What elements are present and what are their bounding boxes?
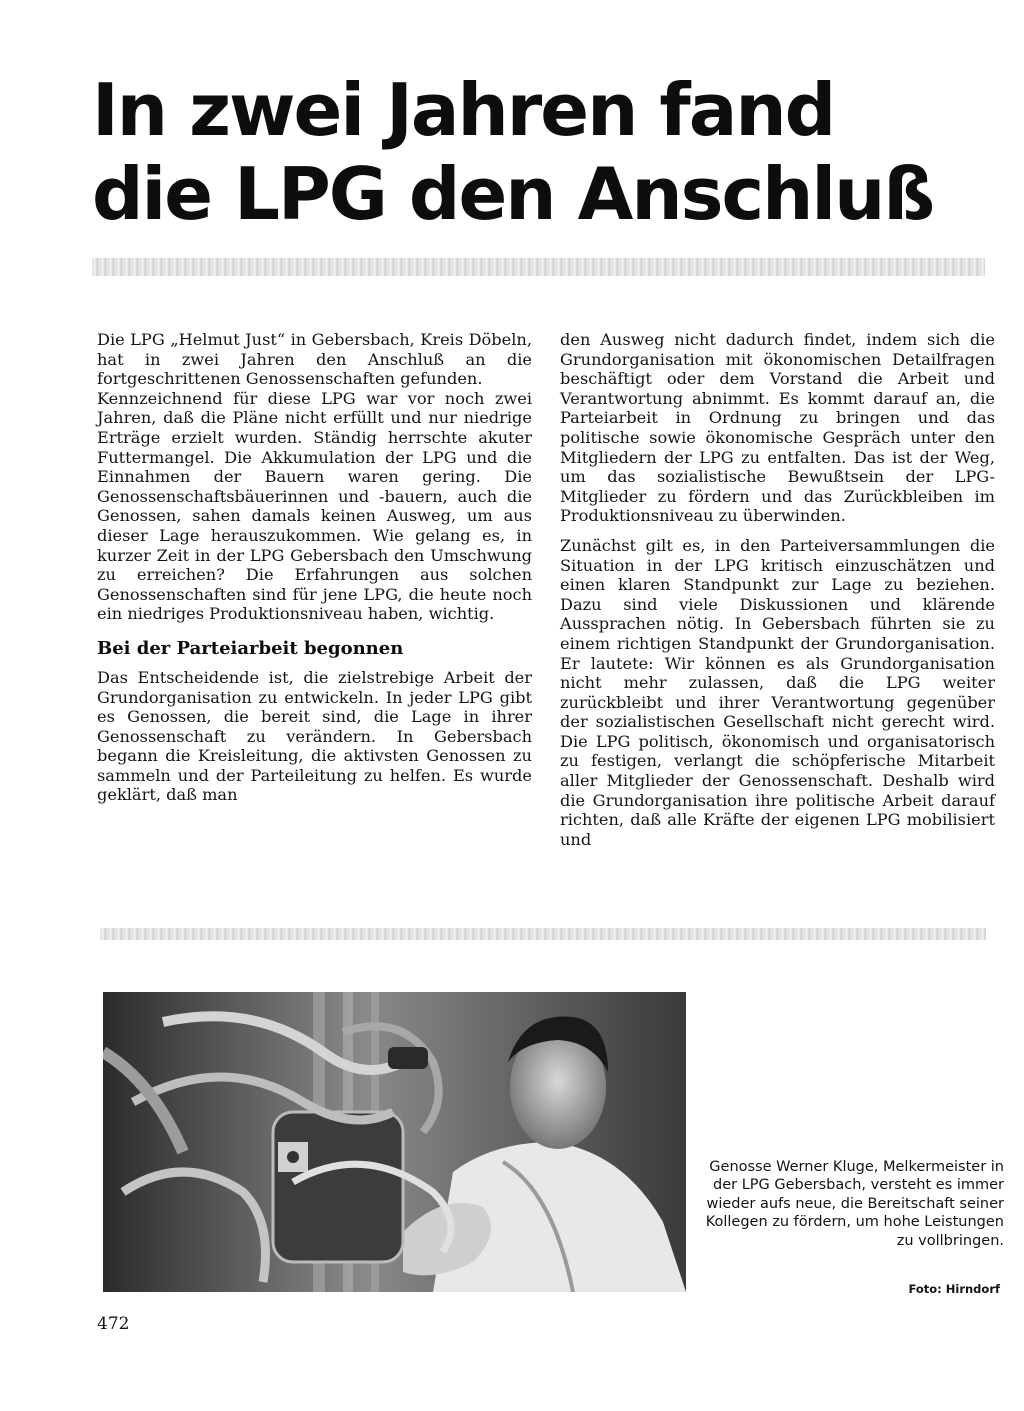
paragraph-continuation: den Ausweg nicht dadurch findet, indem sich die Grundorganisation mit ökonomischen Detailfragen beschäftigt oder dem Vorstand die Arbeit und Verantwortung abnimmt. Es kommt darauf an, die Parteiarbeit in Ordnung zu bringen und das politische sowie ökonomische Gespräch unter den Mitgliedern der LPG zu entfalten. Das ist der Weg, um das sozialistische Bewußtsein der LPG-Mitglieder zu fördern und das Zurückbleiben im Produktionsniveau zu überwinden.	[560, 330, 995, 526]
text-column-right	[560, 330, 995, 849]
paragraph-party-work: Das Entscheidende ist, die zielstrebige Arbeit der Grundorganisation zu entwickeln. In jeder LPG gibt es Genossen, die bereit sind, die Lage in ihrer Genossenschaft zu verändern. In Gebersbach begann die Kreisleitung, die aktivsten Genossen zu sammeln und der Parteileitung zu helfen. Es wurde geklärt, daß man	[97, 667, 532, 805]
page-number: 472	[97, 1314, 130, 1334]
decorative-rule-top	[92, 258, 985, 276]
paragraph-situation: Kennzeichnend für diese LPG war vor noch zwei Jahren, daß die Pläne nicht erfüllt und nur niedrige Erträge erzielt wurden. Ständig herrschte akuter Futtermangel. Die Akkumulation der LPG und die Einnahmen der Bauern waren gering. Die Genossenschaftsbäuerinnen und -bauern, auch die Genossen, sahen damals keinen Ausweg, um aus dieser Lage herauszukommen. Wie gelang es, in kurzer Zeit in der LPG Gebersbach den Umschwung zu erreichen? Die Erfahrungen aus solchen Genossenschaften sind für jene LPG, die heute noch ein niedriges Produktionsniveau haben, wichtig.	[97, 388, 532, 624]
paragraph-intro: Die LPG „Helmut Just“ in Gebersbach, Kreis Döbeln, hat in zwei Jahren den Anschluß an die fortgeschrittenen Genossenschaften gefunden.	[97, 330, 532, 389]
section-subheading: Bei der Parteiarbeit begonnen	[97, 637, 404, 659]
photo-milker-illustration	[103, 992, 686, 1292]
article-headline	[92, 68, 992, 236]
article-photo	[103, 992, 686, 1292]
decorative-rule-bottom	[100, 928, 986, 940]
photo-caption: Genosse Werner Kluge, Melkermeister in der LPG Gebersbach, versteht es immer wieder aufs neue, die Bereitschaft seiner Kollegen zu fördern, um hohe Leistungen zu vollbringen.	[705, 1159, 1004, 1249]
text-column-left	[97, 330, 532, 805]
photo-credit: Foto: Hirndorf	[908, 1282, 1000, 1296]
headline-line-2: die LPG den Anschluß	[92, 152, 934, 236]
headline-line-1: In zwei Jahren fand	[92, 68, 835, 152]
paragraph-assessment: Zunächst gilt es, in den Parteiversammlungen die Situation in der LPG kritisch einzuschätzen und einen klaren Standpunkt zur Lage zu beziehen. Dazu sind viele Diskussionen und klärende Aussprachen nötig. In Gebersbach führten sie zu einem richtigen Standpunkt der Grundorganisation. Er lautete: Wir können es als Grundorganisation nicht mehr zulassen, daß die LPG weiter zurückbleibt und ihrer Verantwortung gegenüber der sozialistischen Gesellschaft nicht gerecht wird. Die LPG politisch, ökonomisch und organisatorisch zu festigen, verlangt die schöpferische Mitarbeit aller Mitglieder der Genossenschaft. Deshalb wird die Grundorganisation ihre politische Arbeit darauf richten, daß alle Kräfte der eigenen LPG mobilisiert und	[560, 535, 995, 849]
